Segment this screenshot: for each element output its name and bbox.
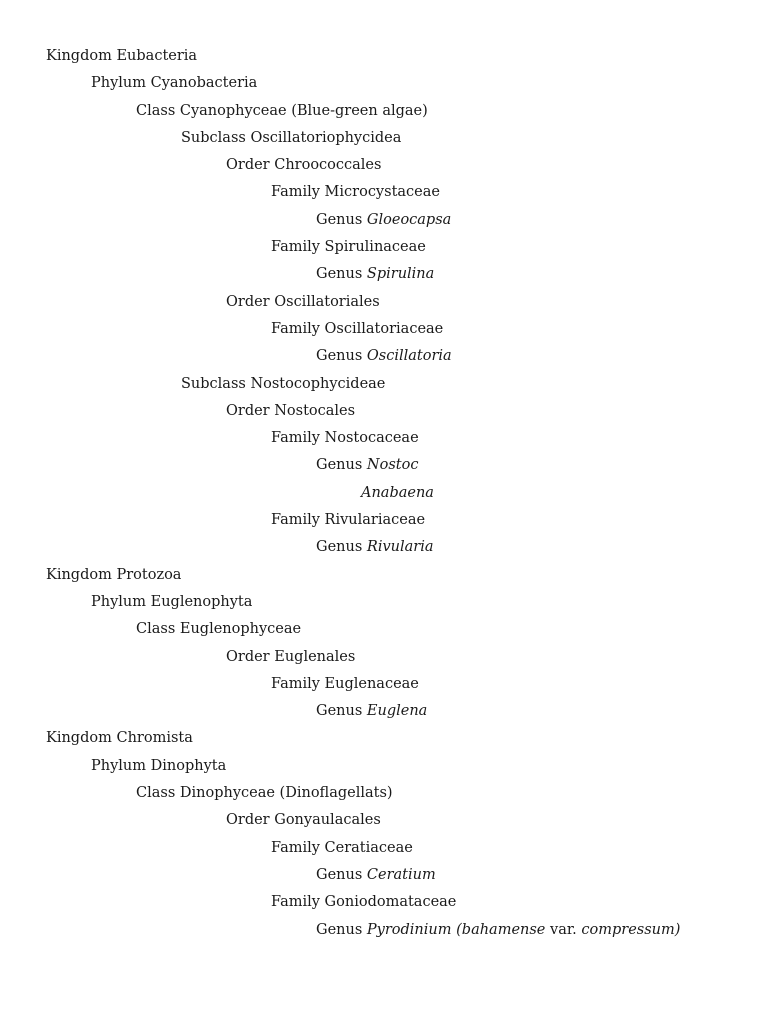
taxon-row bbox=[0, 756, 768, 783]
taxon-rank: Kingdom bbox=[46, 730, 112, 747]
genus-name: Gloeocapsa bbox=[366, 211, 452, 228]
taxon-row bbox=[0, 565, 768, 592]
taxon-rank: Family bbox=[271, 320, 320, 337]
taxon-row bbox=[0, 73, 768, 100]
taxonomy-outline bbox=[0, 46, 768, 947]
taxon-row bbox=[0, 810, 768, 837]
taxon-row bbox=[0, 210, 768, 237]
taxon-name: Euglenaceae bbox=[324, 675, 419, 692]
taxon-name: Gonyaulacales bbox=[274, 812, 381, 829]
taxon-name: Chromista bbox=[116, 730, 193, 747]
genus-name: Spirulina bbox=[366, 266, 435, 283]
taxon-rank: Phylum bbox=[91, 757, 147, 774]
taxon-name: Dinophyceae (Dinoflagellats) bbox=[179, 785, 393, 802]
taxon-rank: Genus bbox=[316, 866, 363, 883]
taxon-name: Rivulariaceae bbox=[324, 512, 426, 529]
taxon-rank: Order bbox=[226, 157, 270, 174]
genus-name: Ceratium bbox=[366, 866, 436, 883]
variety-epithet: compressum) bbox=[581, 921, 681, 938]
taxon-name: Euglenophyceae bbox=[179, 621, 302, 638]
taxon-row bbox=[0, 182, 768, 209]
taxon-name: Protozoa bbox=[116, 566, 182, 583]
taxon-name: Euglenales bbox=[274, 648, 356, 665]
taxon-rank: Genus bbox=[316, 266, 363, 283]
taxon-name: Cyanobacteria bbox=[150, 75, 258, 92]
taxon-rank: Class bbox=[136, 621, 176, 638]
taxon-row bbox=[0, 155, 768, 182]
taxon-rank: Class bbox=[136, 102, 176, 119]
taxon-name: Nostocaceae bbox=[324, 430, 419, 447]
genus-name: Rivularia bbox=[366, 539, 434, 556]
taxon-name: Oscillatoriaceae bbox=[324, 320, 444, 337]
taxon-rank: Family bbox=[271, 430, 320, 447]
taxon-row bbox=[0, 46, 768, 73]
taxon-row bbox=[0, 619, 768, 646]
genus-name: Pyrodinium bbox=[366, 921, 452, 938]
taxon-name: Ceratiaceae bbox=[324, 839, 413, 856]
taxon-name: Euglenophyta bbox=[150, 593, 253, 610]
taxon-name: Chroococcales bbox=[274, 157, 382, 174]
taxon-rank: Class bbox=[136, 785, 176, 802]
taxon-rank: Genus bbox=[316, 703, 363, 720]
taxon-row bbox=[0, 892, 768, 919]
taxon-rank: Order bbox=[226, 648, 270, 665]
taxon-row bbox=[0, 920, 768, 947]
taxon-name: Goniodomataceae bbox=[324, 894, 457, 911]
taxon-name: Spirulinaceae bbox=[324, 239, 426, 256]
taxon-row bbox=[0, 537, 768, 564]
taxon-name: Nostocophycideae bbox=[250, 375, 386, 392]
taxon-row bbox=[0, 264, 768, 291]
taxon-row bbox=[0, 455, 768, 482]
taxon-rank: Order bbox=[226, 293, 270, 310]
taxon-row bbox=[0, 428, 768, 455]
taxon-row bbox=[0, 237, 768, 264]
genus-name: Anabaena bbox=[361, 484, 434, 501]
taxon-rank: Family bbox=[271, 894, 320, 911]
taxon-rank: Order bbox=[226, 812, 270, 829]
taxon-name: Oscillatoriales bbox=[274, 293, 380, 310]
taxon-row bbox=[0, 319, 768, 346]
taxon-name: Nostocales bbox=[274, 402, 356, 419]
taxon-rank: Family bbox=[271, 675, 320, 692]
genus-name: Oscillatoria bbox=[366, 348, 452, 365]
taxon-name: Microcystaceae bbox=[324, 184, 440, 201]
qualifier-open: ( bbox=[456, 921, 462, 938]
species-epithet: bahamense bbox=[461, 921, 546, 938]
taxon-rank: Kingdom bbox=[46, 48, 112, 64]
taxon-rank: Genus bbox=[316, 457, 363, 474]
taxon-rank: Genus bbox=[316, 921, 363, 938]
genus-name: Nostoc bbox=[366, 457, 419, 474]
taxon-row bbox=[0, 346, 768, 373]
taxon-rank: Family bbox=[271, 512, 320, 529]
taxon-row bbox=[0, 838, 768, 865]
genus-name: Euglena bbox=[366, 703, 428, 720]
taxon-rank: Genus bbox=[316, 348, 363, 365]
taxon-name: Dinophyta bbox=[150, 757, 227, 774]
taxon-rank: Genus bbox=[316, 539, 363, 556]
taxon-row bbox=[0, 728, 768, 755]
taxon-row bbox=[0, 674, 768, 701]
taxon-rank: Family bbox=[271, 239, 320, 256]
taxon-row bbox=[0, 374, 768, 401]
variety-connector: var. bbox=[550, 921, 577, 938]
taxon-name: Eubacteria bbox=[116, 48, 198, 64]
taxon-rank: Phylum bbox=[91, 75, 147, 92]
taxon-name: Oscillatoriophycidea bbox=[250, 129, 402, 146]
taxon-row bbox=[0, 483, 768, 510]
taxon-rank: Subclass bbox=[181, 129, 246, 146]
taxon-rank: Genus bbox=[316, 211, 363, 228]
taxon-name: Cyanophyceae (Blue-green algae) bbox=[179, 102, 428, 119]
taxon-row bbox=[0, 292, 768, 319]
taxon-row bbox=[0, 701, 768, 728]
taxon-rank: Order bbox=[226, 402, 270, 419]
taxon-rank: Subclass bbox=[181, 375, 246, 392]
taxon-rank: Family bbox=[271, 839, 320, 856]
taxon-rank: Kingdom bbox=[46, 566, 112, 583]
taxon-rank: Family bbox=[271, 184, 320, 201]
taxon-row bbox=[0, 128, 768, 155]
taxon-row bbox=[0, 510, 768, 537]
taxon-row bbox=[0, 783, 768, 810]
taxon-row bbox=[0, 865, 768, 892]
taxon-rank: Phylum bbox=[91, 593, 147, 610]
taxon-row bbox=[0, 401, 768, 428]
taxon-row bbox=[0, 101, 768, 128]
taxon-row bbox=[0, 592, 768, 619]
taxon-row bbox=[0, 647, 768, 674]
